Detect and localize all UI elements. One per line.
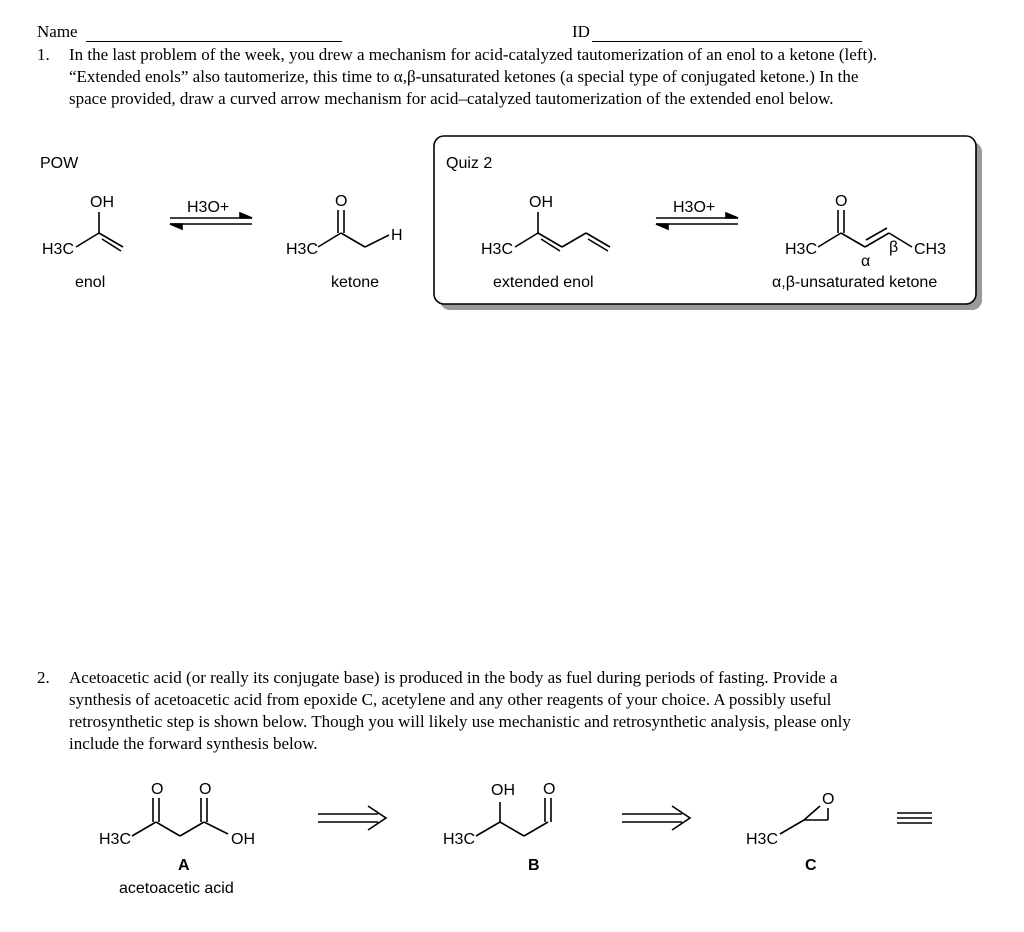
compound-a-structure [132, 798, 228, 836]
pow-reagent-label: H3O+ [187, 199, 230, 216]
retrosynthetic-arrow-2 [622, 806, 690, 830]
quiz-reagent-label: H3O+ [673, 199, 716, 216]
question-2-line-3: retrosynthetic step is shown below. Though you will likely use mechanistic and retrosynthetic analysis, please only [69, 712, 851, 731]
pow-label: POW [40, 155, 79, 172]
unsaturated-ketone-ch3-label: CH3 [914, 241, 947, 258]
question-2-line-4: include the forward synthesis below. [69, 734, 318, 753]
unsaturated-ketone-h3c-label: H3C [785, 241, 818, 258]
compound-a-letter: A [178, 857, 190, 874]
acetylene-triple-bond [897, 813, 932, 823]
compound-a-oh-label: OH [231, 831, 255, 848]
alpha-label: α [861, 253, 871, 270]
question-2-line-1: Acetoacetic acid (or really its conjugate base) is produced in the body as fuel during periods of fasting. Provide a [69, 668, 838, 687]
unsaturated-ketone-caption: α,β-unsaturated ketone [772, 274, 938, 291]
compound-a-name: acetoacetic acid [119, 880, 234, 897]
compound-c-letter: C [805, 857, 817, 874]
question-1-text [37, 44, 991, 110]
ketone-caption: ketone [331, 274, 380, 291]
question-2-scheme [0, 770, 1024, 910]
compound-a-h3c-label: H3C [99, 831, 132, 848]
compound-c-structure [780, 806, 828, 834]
id-blank-line [592, 41, 862, 42]
compound-b-letter: B [528, 857, 540, 874]
question-2-line-2: synthesis of acetoacetic acid from epoxide C, acetylene and any other reagents of your choice. A possibly useful [69, 690, 832, 709]
question-1-line-1: In the last problem of the week, you drew a mechanism for acid-catalyzed tautomerization of an enol to a ketone (left). [69, 45, 878, 64]
compound-b-oh-label: OH [491, 782, 515, 799]
retrosynthetic-arrow-1 [318, 806, 386, 830]
compound-a-o2-label: O [199, 781, 212, 798]
question-2-text [37, 667, 991, 755]
quiz-label: Quiz 2 [446, 155, 493, 172]
beta-label: β [889, 239, 899, 256]
enol-structure [76, 212, 123, 251]
compound-b-structure [476, 798, 551, 836]
ketone-o-label: O [335, 193, 348, 210]
question-2-number: 2. [37, 668, 50, 687]
question-1-line-3: space provided, draw a curved arrow mechanism for acid–catalyzed tautomerization of the extended enol below. [69, 89, 834, 108]
id-label: ID [572, 22, 590, 41]
name-label: Name [37, 22, 78, 41]
ketone-h-label: H [391, 227, 403, 244]
enol-oh-label: OH [90, 194, 114, 211]
name-blank-line [86, 41, 342, 42]
compound-c-o-label: O [822, 791, 835, 808]
compound-a-o1-label: O [151, 781, 164, 798]
extended-enol-h3c-label: H3C [481, 241, 514, 258]
extended-enol-oh-label: OH [529, 194, 553, 211]
unsaturated-ketone-o-label: O [835, 193, 848, 210]
question-1-scheme [0, 130, 1024, 320]
compound-b-h3c-label: H3C [443, 831, 476, 848]
compound-b-o-label: O [543, 781, 556, 798]
question-1-line-2: “Extended enols” also tautomerize, this time to α,β-unsaturated ketones (a special type of conjugated ketone.) In the [69, 67, 859, 86]
enol-h3c-label: H3C [42, 241, 75, 258]
ketone-structure [318, 210, 389, 247]
question-1-number: 1. [37, 45, 50, 64]
enol-caption: enol [75, 274, 106, 291]
extended-enol-caption: extended enol [493, 274, 594, 291]
ketone-h3c-label: H3C [286, 241, 319, 258]
compound-c-h3c-label: H3C [746, 831, 779, 848]
